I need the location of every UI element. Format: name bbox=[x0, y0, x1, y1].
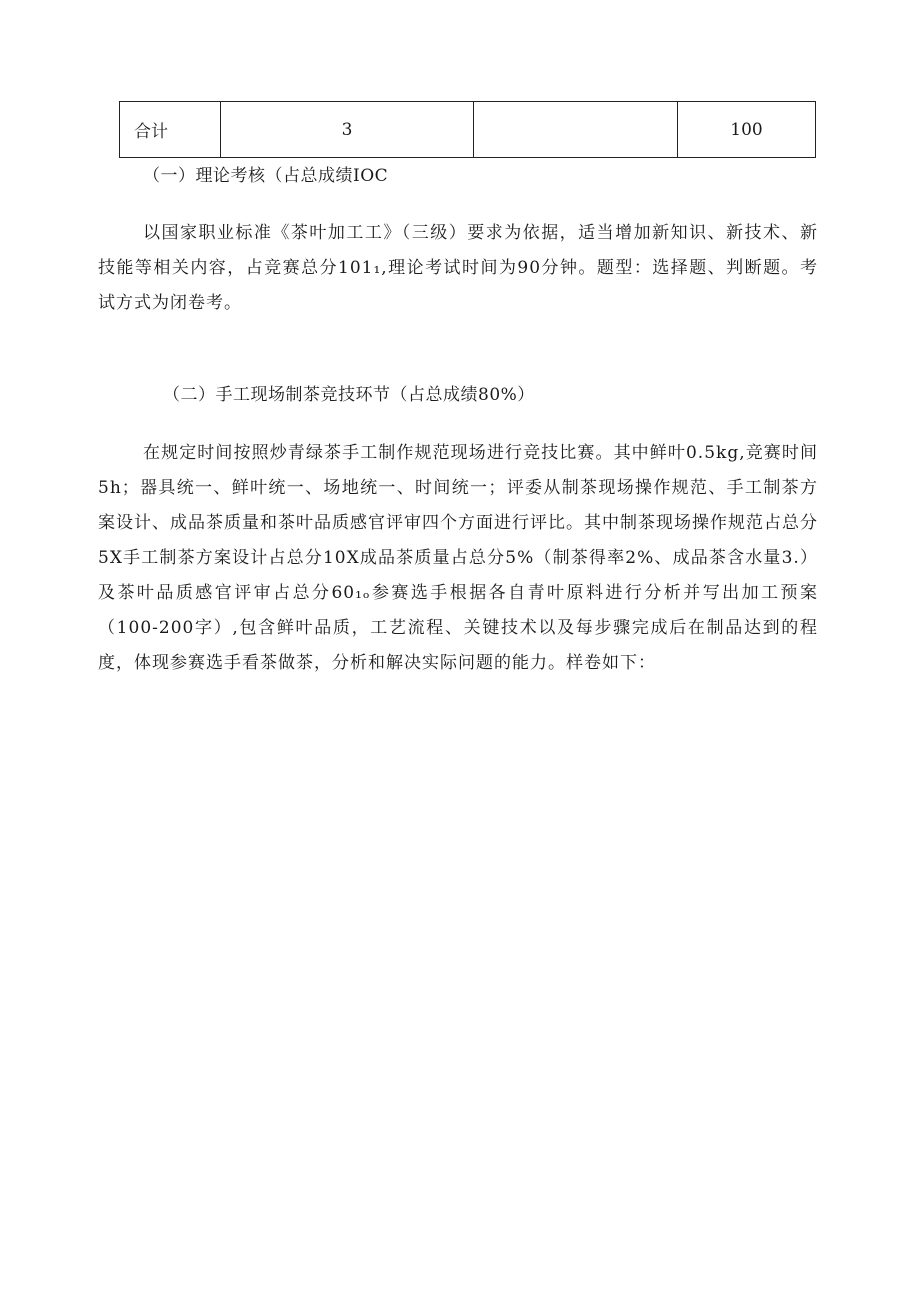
theory-section-paragraph: 以国家职业标准《茶叶加工工》（三级）要求为依据，适当增加新知识、新技术、新技能等相关内容，占竞赛总分101₁,理论考试时间为90分钟。题型：选择题、判断题。考试方式为闭卷考。 bbox=[98, 223, 818, 313]
table-row-total bbox=[120, 102, 816, 158]
practice-section-heading: （二）手工现场制茶竞技环节（占总成绩80%） bbox=[163, 385, 535, 405]
score-summary-table bbox=[119, 101, 816, 158]
total-label-cell: 合计 bbox=[120, 102, 221, 158]
practice-section-paragraph: 在规定时间按照炒青绿茶手工制作规范现场进行竞技比赛。其中鲜叶0.5kg,竞赛时间5h；器具统一、鲜叶统一、场地统一、时间统一；评委从制茶现场操作规范、手工制茶方案设计、成品茶质量和茶叶品质感官评审四个方面进行评比。其中制茶现场操作规范占总分5X手工制茶方案设计占总分10X成品茶质量占总分5%（制茶得率2%、成品茶含水量3.）及茶叶品质感官评审占总分60₁ₒ参赛选手根据各自青叶原料进行分析并写出加工预案（100-200字）,包含鲜叶品质，工艺流程、关键技术以及每步骤完成后在制品达到的程度，体现参赛选手看茶做茶，分析和解决实际问题的能力。样卷如下： bbox=[98, 443, 818, 673]
total-score-cell: 100 bbox=[678, 102, 816, 158]
total-count-cell: 3 bbox=[221, 102, 474, 158]
blank-cell bbox=[474, 102, 678, 158]
theory-section-heading: （一）理论考核（占总成绩IOC bbox=[143, 166, 389, 186]
